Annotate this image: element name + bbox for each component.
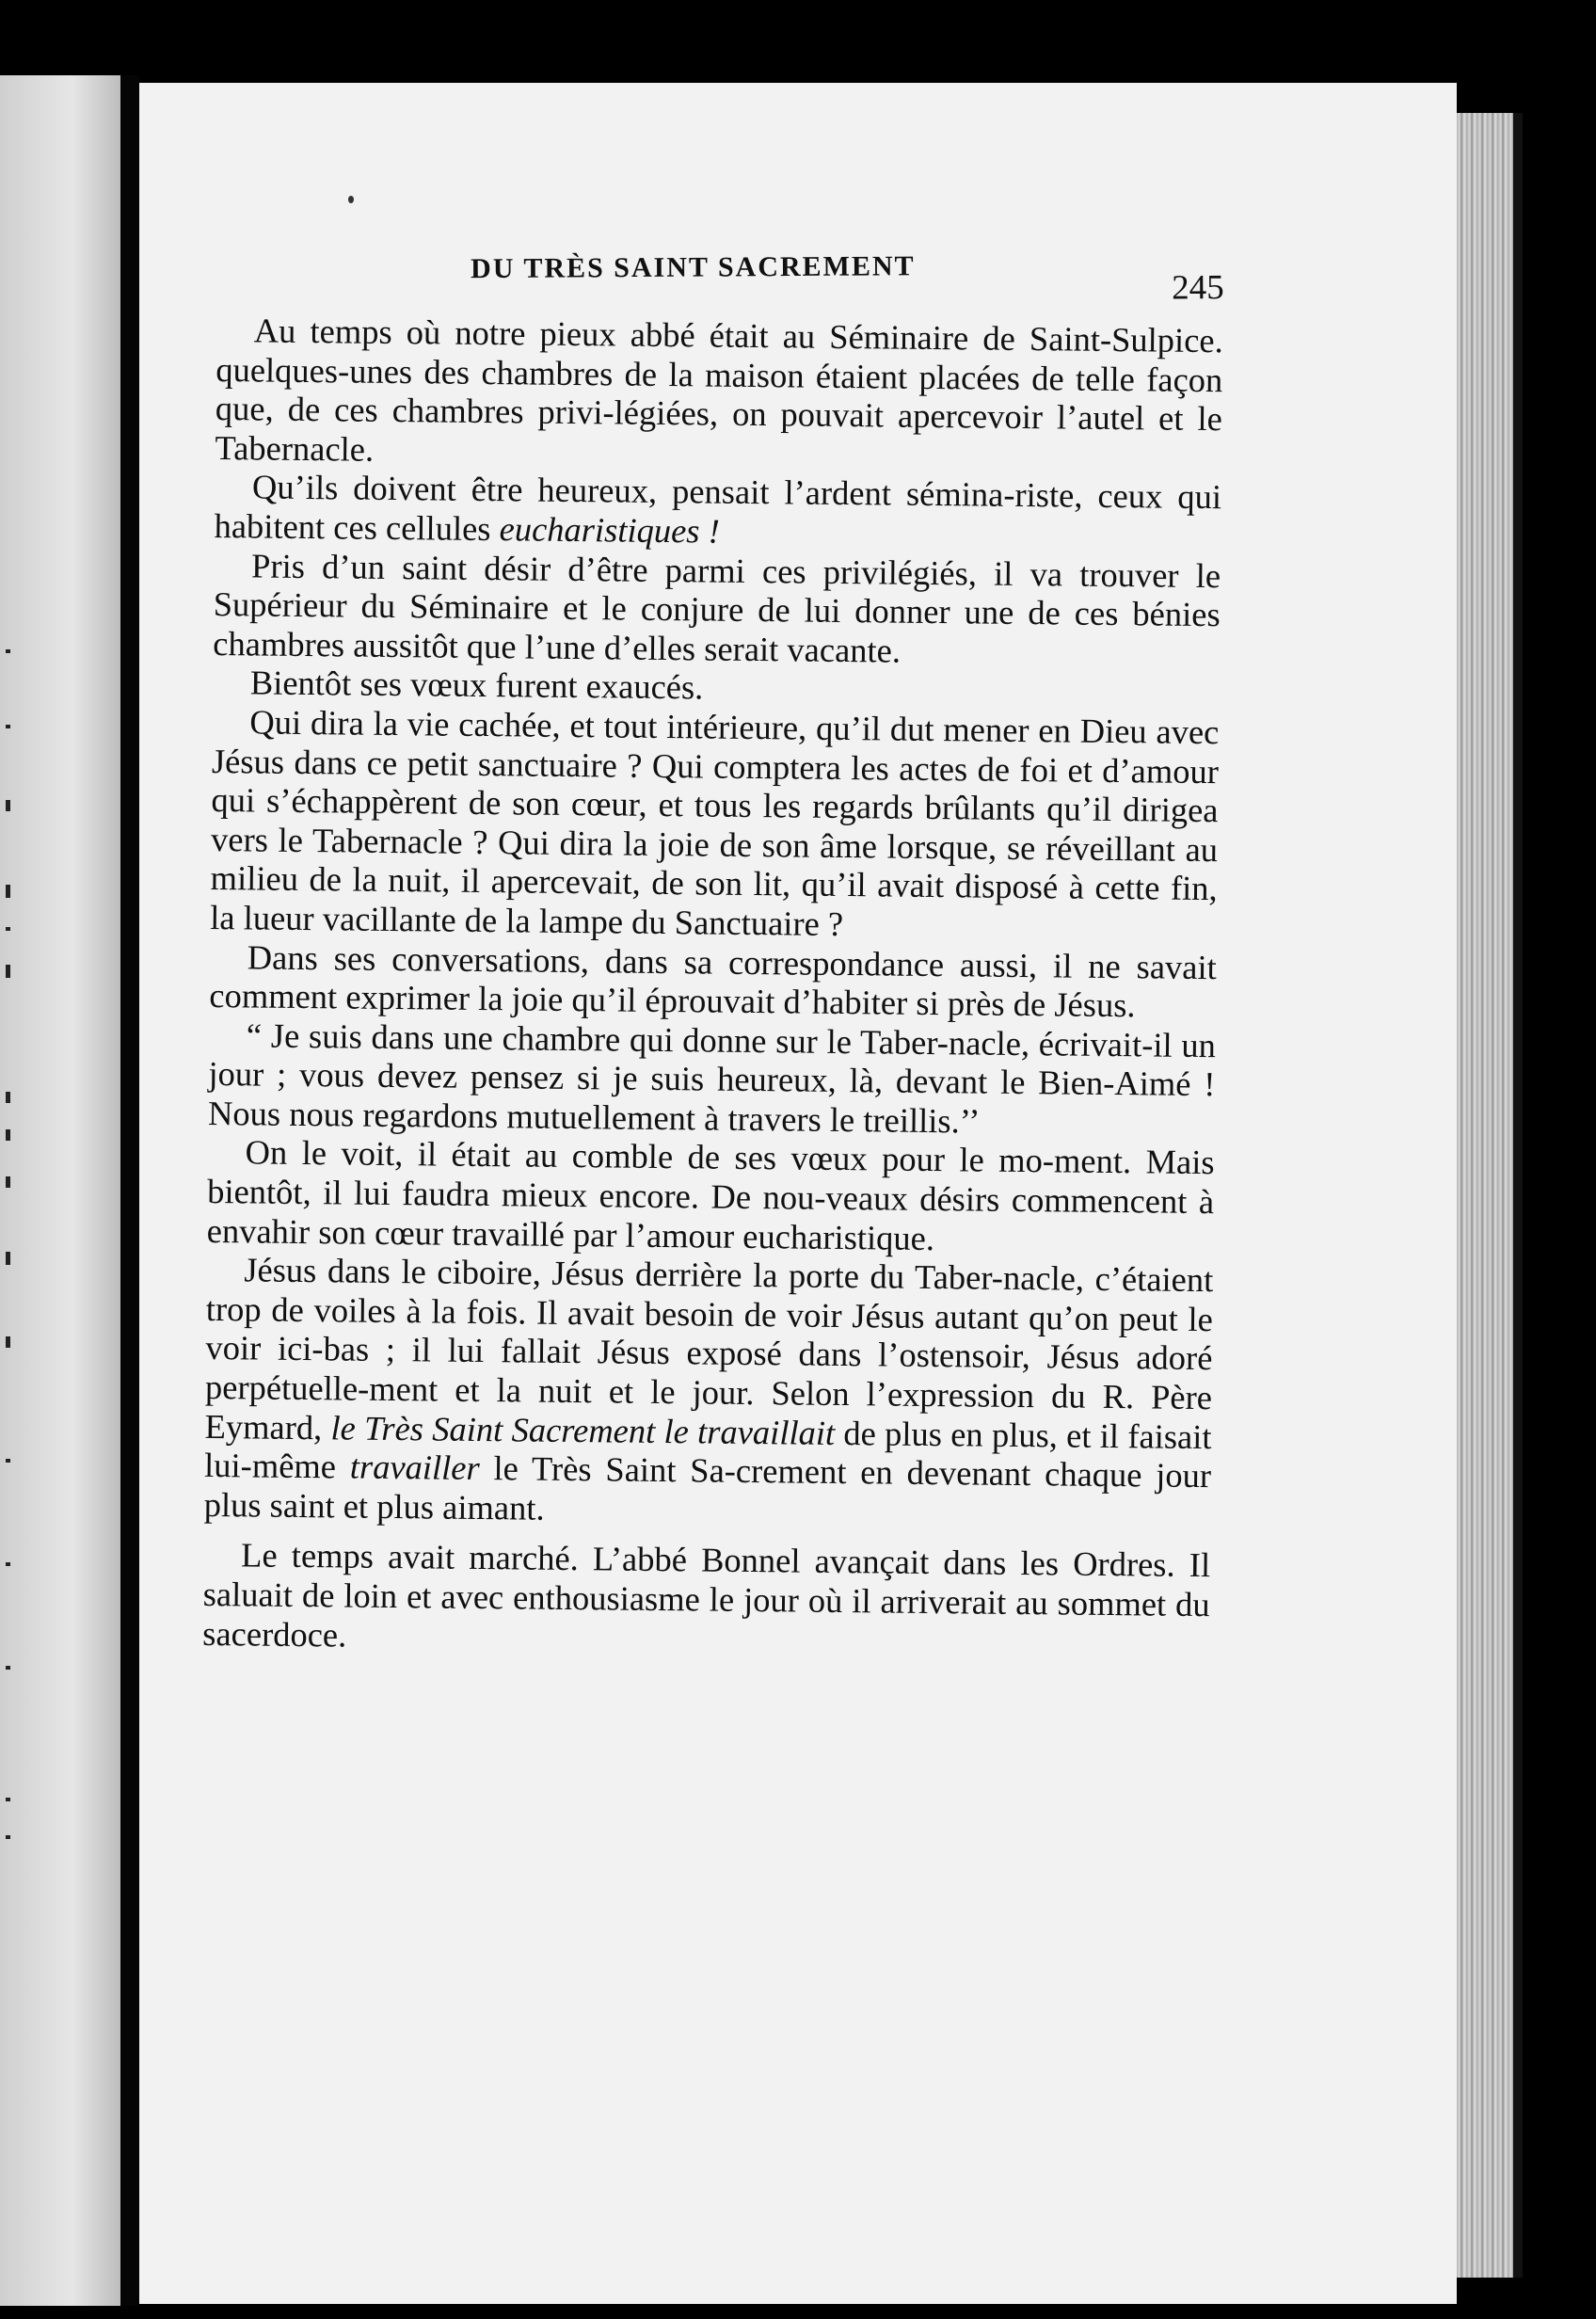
paragraph-4: Bientôt ses vœux furent exaucés.	[249, 663, 704, 707]
paragraph-2	[214, 467, 1221, 555]
paragraph-8: On le voit, il était au comble de ses vœux pour le mo-ment. Mais bientôt, il lui faudra mieux encore. De nou-veaux désirs commencent à envahir son cœur travaillé par l’amour eucharistique.	[206, 1132, 1215, 1257]
paragraph-3: Pris d’un saint désir d’être parmi ces privilégiés, il va trouver le Supérieur du Séminaire et le conjure de lui donner une de ces bénies chambres aussitôt que l’une d’elles serait vacante.	[213, 545, 1221, 670]
body-text	[202, 311, 1223, 1663]
paragraph-6: Dans ses conversations, dans sa correspondance aussi, il ne savait comment exprimer la joie qu’il éprouvait d’habiter si près de Jésus.	[209, 936, 1217, 1025]
page-fore-edges	[1457, 113, 1515, 2278]
paragraph-5: Qui dira la vie cachée, et tout intérieure, qu’il dut mener en Dieu avec Jésus dans ce petit sanctuaire ? Qui comptera les actes de foi et d’amour qui s’échappèrent de son cœur, et tous les regards brûlants qu’il dirigea vers le Tabernacle ? Qui dira la joie de son âme lorsque, se réveillant au milieu de la nuit, il apercevait, de son lit, qu’il avait disposé à cette fin, la lueur vacillante de la lampe du Sanctuaire ?	[210, 702, 1220, 943]
left-facing-page-edge	[0, 75, 120, 2306]
paragraph-9	[203, 1250, 1213, 1534]
paragraph-10: Le temps avait marché. L’abbé Bonnel avançait dans les Ordres. Il saluait de loin et avec enthousiasme le jour où il arriverait au sommet du sacerdoce.	[202, 1535, 1211, 1655]
paragraph-9-text-c: le Très Saint Sa-crement en devenant chaque jour plus saint et plus aimant.	[203, 1448, 1212, 1527]
running-head: DU TRÈS SAINT SACREMENT	[470, 250, 916, 285]
paragraph-9-italic-1: le Très Saint Sacrement le travaillait	[330, 1407, 836, 1452]
paragraph-7: “ Je suis dans une chambre qui donne sur le Taber-nacle, écrivait-il un jour ; vous devez pensez si je suis heureux, là, devant le Bien-Aimé ! Nous nous regardons mutuellement à travers le treillis.’’	[207, 1016, 1217, 1141]
page-speck	[348, 196, 354, 203]
paragraph-1: Au temps où notre pieux abbé était au Séminaire de Saint-Sulpice. quelques-unes des chambres de la maison étaient placées de telle façon que, de ces chambres privi-légiées, on pouvait apercevoir l’autel et le Tabernacle.	[215, 311, 1223, 469]
page-fore-edge-shadow	[1513, 113, 1523, 2278]
paragraph-9-text-a: Jésus dans le ciboire, Jésus derrière la porte du Taber-nacle, c’étaient trop de voiles à la fois. Il avait besoin de voir Jésus autant qu’on peut le voir ici-bas ; il lui fallait Jésus exposé dans l’ostensoir, Jésus adoré perpétuelle-ment et la nuit et le jour. Selon l’expression du R. Père Eymard,	[204, 1250, 1214, 1447]
paragraph-2-text: Qu’ils doivent être heureux, pensait l’ardent sémina-riste, ceux qui habitent ces cellules	[214, 467, 1222, 549]
book-gutter	[120, 75, 139, 2306]
paragraph-9-text-b: de plus en plus, et il faisait lui-même	[203, 1413, 1212, 1486]
paragraph-2-italic: eucharistiques !	[499, 509, 721, 551]
page-number: 245	[1172, 268, 1224, 308]
paragraph-9-italic-2: travailler	[349, 1447, 480, 1488]
